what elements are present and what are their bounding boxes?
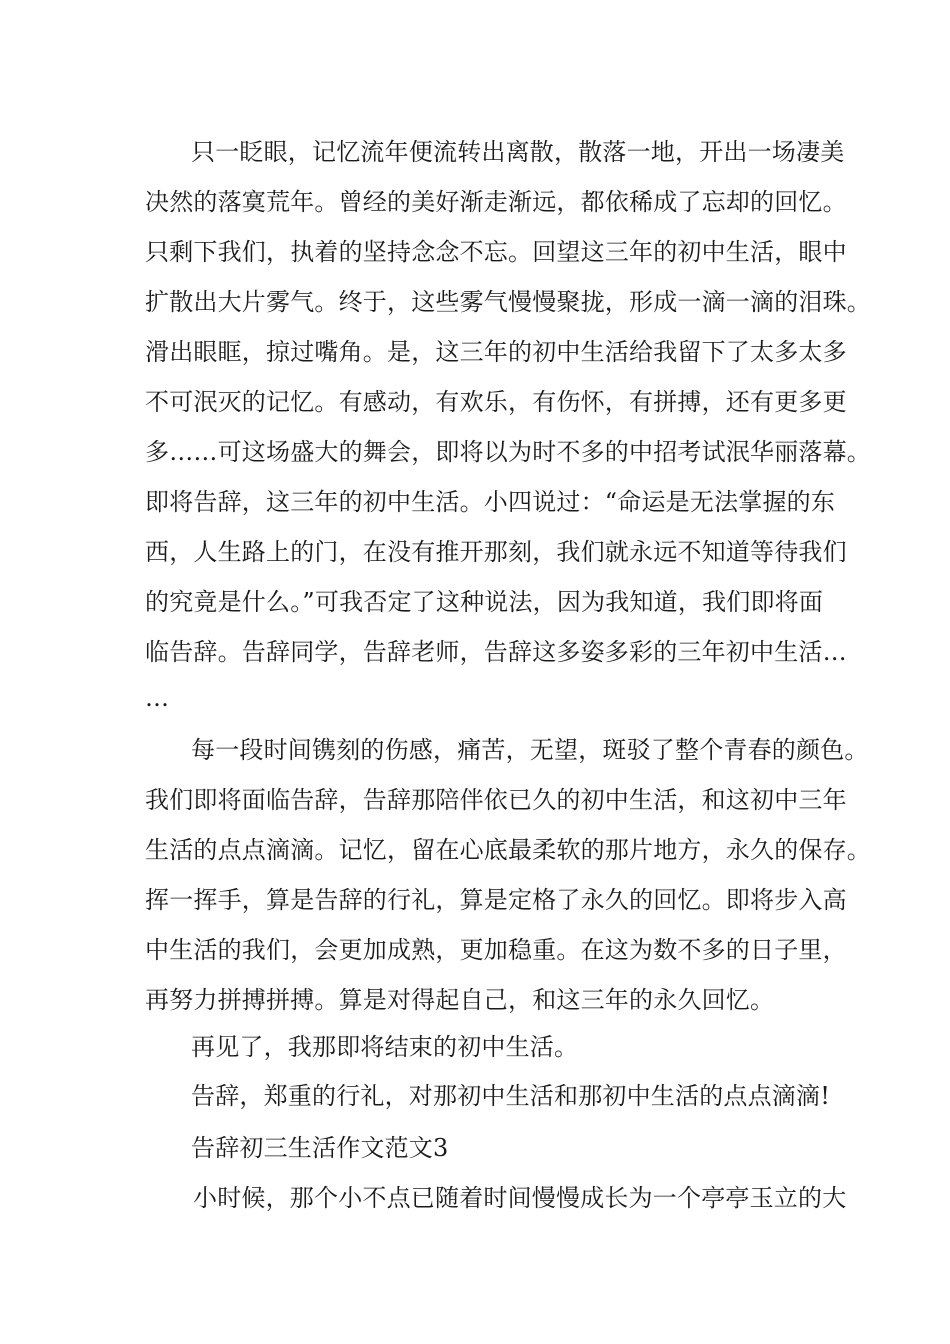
paragraph-1-line-8: 即将告辞，这三年的初中生活。小四说过：“命运是无法掌握的东 (145, 488, 836, 516)
paragraph-1-line-11: 临告辞。告辞同学，告辞老师，告辞这多姿多彩的三年初中生活… (145, 638, 847, 666)
paragraph-2-line-6: 再努力拼搏拼搏。算是对得起自己，和这三年的永久回忆。 (145, 986, 775, 1014)
paragraph-1-line-7: 多……可这场盛大的舞会，即将以为时不多的中招考试泯华丽落幕。 (145, 438, 871, 466)
paragraph-2-line-5: 中生活的我们，会更加成熟，更加稳重。在这为数不多的日子里， (145, 936, 847, 964)
paragraph-2-line-1: 每一段时间镌刻的伤感，痛苦，无望，斑驳了整个青春的颜色。 (191, 736, 869, 764)
paragraph-1-line-2: 决然的落寞荒年。曾经的美好渐走渐远，都依稀成了忘却的回忆。 (145, 188, 847, 216)
paragraph-1-line-5: 滑出眼眶，掠过嘴角。是，这三年的初中生活给我留下了太多太多 (145, 338, 847, 366)
paragraph-4: 告辞，郑重的行礼，对那初中生活和那初中生活的点点滴滴! (191, 1082, 831, 1110)
paragraph-1-line-1: 只一眨眼，记忆流年便流转出离散，散落一地，开出一场凄美 (191, 138, 845, 166)
paragraph-3: 再见了，我那即将结束的初中生活。 (191, 1033, 579, 1061)
paragraph-2-line-4: 挥一挥手，算是告辞的行礼，算是定格了永久的回忆。即将步入高 (145, 886, 847, 914)
paragraph-1-line-12: … (145, 684, 170, 712)
paragraph-1-line-3: 只剩下我们，执着的坚持念念不忘。回望这三年的初中生活，眼中 (145, 238, 847, 266)
paragraph-1-line-4: 扩散出大片雾气。终于，这些雾气慢慢聚拢，形成一滴一滴的泪珠。 (145, 288, 871, 316)
paragraph-1-line-9: 西，人生路上的门，在没有推开那刻，我们就永远不知道等待我们 (145, 538, 847, 566)
paragraph-1-line-6: 不可泯灭的记忆。有感动，有欢乐，有伤怀，有拼搏，还有更多更 (145, 388, 847, 416)
section-heading: 告辞初三生活作文范文3 (191, 1134, 449, 1162)
paragraph-2-line-3: 生活的点点滴滴。记忆，留在心底最柔软的那片地方，永久的保存。 (145, 836, 871, 864)
paragraph-5-line-1: 小时候，那个小不点已随着时间慢慢成长为一个亭亭玉立的大 (193, 1184, 847, 1212)
paragraph-2-line-2: 我们即将面临告辞，告辞那陪伴依已久的初中生活，和这初中三年 (145, 786, 847, 814)
paragraph-1-line-10: 的究竟是什么。”可我否定了这种说法，因为我知道，我们即将面 (145, 588, 824, 616)
